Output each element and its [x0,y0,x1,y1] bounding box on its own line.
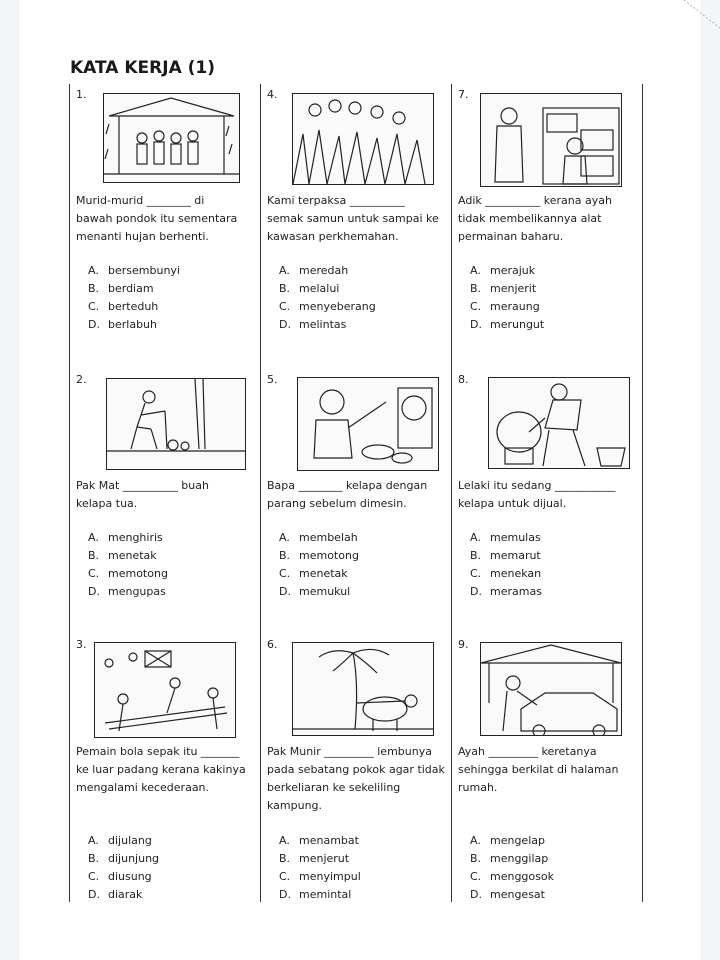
picture-man-grating-coconut [488,377,630,469]
option-d[interactable]: D. mengesat [470,888,545,901]
picture-children-in-bushes [292,93,434,185]
option-b[interactable]: B. dijunjung [88,852,160,865]
question-stem: Pak Munir _________ lembunya pada sebatang pokok agar tidak berkeliaran ke sekeliling kampung. [267,745,445,812]
question-stem: Ayah _________ keretanya sehingga berkilat di halaman rumah. [458,745,619,794]
option-c[interactable]: C. meraung [470,300,540,313]
question-stem: Pak Mat __________ buah kelapa tua. [76,479,209,510]
option-b[interactable]: B. menggilap [470,852,549,865]
option-c[interactable]: C. menyeberang [279,300,376,313]
question-number: 6. [267,638,278,651]
option-a[interactable]: A. membelah [279,531,358,544]
option-c[interactable]: C. berteduh [88,300,159,313]
picture-injured-footballer-carried [94,642,236,738]
option-a[interactable]: A. mengelap [470,834,545,847]
page-corner-decoration [680,0,720,30]
option-d[interactable]: D. merungut [470,318,545,331]
question-number: 5. [267,373,278,386]
option-d[interactable]: D. mengupas [88,585,166,598]
question-number: 9. [458,638,469,651]
option-a[interactable]: A. meredah [279,264,349,277]
option-c[interactable]: C. menekan [470,567,542,580]
question-stem: Murid-murid ________ di bawah pondok itu sementara menanti hujan berhenti. [76,194,238,243]
question-number: 8. [458,373,469,386]
column-divider-right [642,84,643,902]
answer-options [88,262,180,334]
option-a[interactable]: A. memulas [470,531,541,544]
option-a[interactable]: A. merajuk [470,264,536,277]
option-b[interactable]: B. menjerut [279,852,350,865]
picture-man-husking-coconut [106,378,246,470]
picture-children-sheltering-in-hut [103,93,240,183]
answer-options [279,529,359,601]
answer-options [88,529,168,601]
question-stem: Adik __________ kerana ayah tidak membelikannya alat permainan baharu. [458,194,612,243]
answer-options [279,262,376,334]
question-stem: Kami terpaksa __________ semak samun untuk sampai ke kawasan perkhemahan. [267,194,439,243]
option-a[interactable]: A. menambat [279,834,359,847]
option-d[interactable]: D. berlabuh [88,318,157,331]
column-divider-2 [451,84,452,902]
option-d[interactable]: D. melintas [279,318,347,331]
option-d[interactable]: D. memintal [279,888,352,901]
option-b[interactable]: B. menjerit [470,282,537,295]
picture-boy-sulking-at-toy-shop [480,93,622,187]
option-c[interactable]: C. diusung [88,870,152,883]
worksheet-title: KATA KERJA (1) [70,58,216,78]
column-divider-1 [260,84,261,902]
option-b[interactable]: B. berdiam [88,282,154,295]
column-divider-left [69,84,70,902]
answer-options [470,832,554,904]
question-number: 4. [267,88,278,101]
option-b[interactable]: B. melalui [279,282,340,295]
question-stem: Bapa ________ kelapa dengan parang sebelum dimesin. [267,479,428,510]
answer-options [88,832,159,904]
option-a[interactable]: A. bersembunyi [88,264,180,277]
question-number: 2. [76,373,87,386]
picture-father-splitting-coconut [297,377,439,471]
option-b[interactable]: B. menetak [88,549,157,562]
answer-options [279,832,361,904]
option-c[interactable]: C. memotong [88,567,168,580]
question-number: 7. [458,88,469,101]
option-b[interactable]: B. memotong [279,549,359,562]
option-b[interactable]: B. memarut [470,549,541,562]
question-number: 1. [76,88,87,101]
option-a[interactable]: A. menghiris [88,531,163,544]
option-a[interactable]: A. dijulang [88,834,152,847]
option-d[interactable]: D. memukul [279,585,351,598]
picture-man-tethering-cow [292,642,434,736]
picture-father-polishing-car [480,642,622,736]
question-number: 3. [76,638,87,651]
option-c[interactable]: C. menggosok [470,870,554,883]
option-d[interactable]: D. meramas [470,585,542,598]
option-c[interactable]: C. menyimpul [279,870,361,883]
question-stem: Lelaki itu sedang ___________ kelapa untuk dijual. [458,479,616,510]
answer-options [470,262,544,334]
answer-options [470,529,542,601]
option-d[interactable]: D. diarak [88,888,143,901]
question-stem: Pemain bola sepak itu _______ ke luar padang kerana kakinya mengalami kecederaan. [76,745,246,794]
option-c[interactable]: C. menetak [279,567,348,580]
